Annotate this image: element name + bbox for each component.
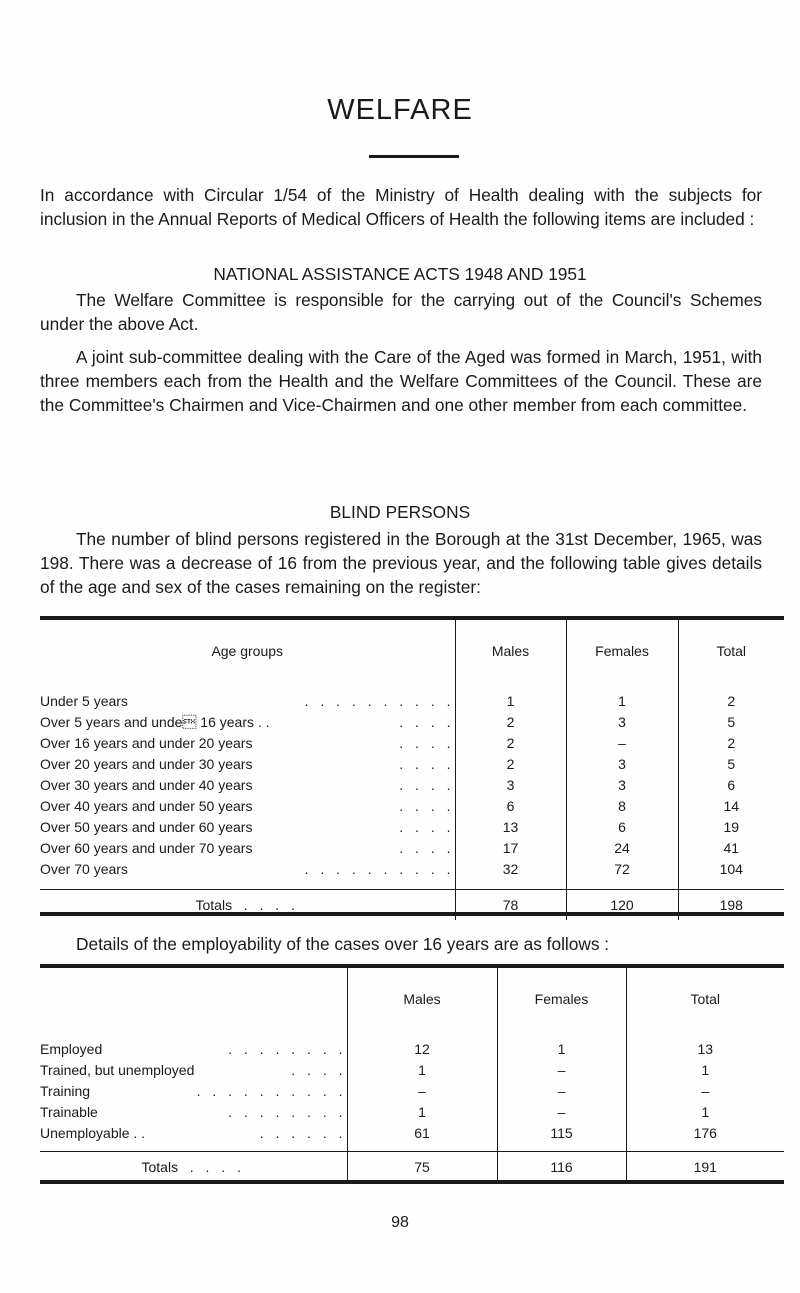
row-label: [40, 1059, 347, 1080]
row-label-text: Trainable: [40, 1103, 98, 1120]
row-label-text: Over 70 years: [40, 860, 128, 877]
females-cell: 3: [566, 774, 678, 795]
employability-header-row: [40, 968, 784, 1030]
row-leader: . . . .: [399, 839, 455, 856]
total-cell: 104: [678, 858, 784, 879]
row-label: [40, 732, 455, 753]
females-cell: 3: [566, 711, 678, 732]
total-cell: 1: [626, 1101, 784, 1122]
row-label: [40, 837, 455, 858]
males-cell: 1: [347, 1059, 497, 1080]
row-label: [40, 1080, 347, 1101]
table-row: [40, 732, 784, 753]
males-cell: 2: [455, 711, 566, 732]
row-label: [40, 753, 455, 774]
blank-header: [40, 968, 347, 1030]
females-total: 116: [497, 1151, 626, 1182]
totals-label-text: Totals: [195, 896, 233, 913]
males-cell: 1: [347, 1101, 497, 1122]
national-assistance-para-2-text: A joint sub-committee dealing with the Care of the Aged was formed in March, 1951, with three members each from the Health and the Welfare Committees of the Council. These are the Committee's Chairmen and Vice-Chairmen and one other member from each committee.: [40, 347, 762, 415]
females-cell: –: [566, 732, 678, 753]
females-cell: 3: [566, 753, 678, 774]
grand-total: 198: [678, 889, 784, 920]
national-assistance-para-1-text: The Welfare Committee is responsible for the carrying out of the Council's Schemes under the above Act.: [40, 290, 762, 334]
row-label-text: Under 5 years: [40, 692, 128, 709]
total-cell: 2: [678, 690, 784, 711]
national-assistance-heading: NATIONAL ASSISTANCE ACTS 1948 AND 1951: [213, 264, 587, 284]
table-row: [40, 753, 784, 774]
table-row: [40, 795, 784, 816]
row-label-text: Unemployable . .: [40, 1124, 146, 1141]
age-groups-header: Age groups: [211, 643, 284, 659]
row-label-text: Employed: [40, 1040, 103, 1057]
employability-intro-text: Details of the employability of the cases over 16 years are as follows :: [76, 934, 610, 954]
row-label: [40, 1122, 347, 1143]
age-table-header-row: [40, 620, 784, 682]
males-cell: 6: [455, 795, 566, 816]
table-row: [40, 816, 784, 837]
males-cell: 12: [347, 1038, 497, 1059]
blind-persons-paragraph-text: The number of blind persons registered in the Borough at the 31st December, 1965, was 198. There was a decrease of 16 from the previous year, and the following table gives details of the age and sex of the cases remaining on the register:: [40, 529, 762, 597]
females-cell: 1: [566, 690, 678, 711]
total-cell: 14: [678, 795, 784, 816]
males-cell: –: [347, 1080, 497, 1101]
total-cell: 13: [626, 1038, 784, 1059]
row-leader: . . . . . . . . . .: [304, 860, 455, 877]
intro-paragraph: In accordance with Circular 1/54 of the Ministry of Health dealing with the subjects for inclusion in the Annual Reports of Medical Officers of Health the following items are included :: [40, 185, 762, 229]
females-cell: 72: [566, 858, 678, 879]
table-row: [40, 1122, 784, 1143]
total-header: Total: [626, 968, 784, 1030]
males-cell: 61: [347, 1122, 497, 1143]
row-label: [40, 795, 455, 816]
males-cell: 32: [455, 858, 566, 879]
age-table-spacer-bottom: [40, 879, 784, 889]
employability-spacer-bottom: [40, 1143, 784, 1151]
total-header: Total: [678, 620, 784, 682]
males-total: 75: [347, 1151, 497, 1182]
females-header: Females: [566, 620, 678, 682]
employability-intro: [40, 932, 762, 956]
row-label-text: Over 16 years and under 20 years: [40, 734, 253, 751]
total-cell: 19: [678, 816, 784, 837]
row-leader: . . . . . . . .: [228, 1040, 347, 1057]
table-row: [40, 1059, 784, 1080]
total-cell: 41: [678, 837, 784, 858]
females-header: Females: [497, 968, 626, 1030]
row-label-text: Training: [40, 1082, 91, 1099]
totals-label-text: Totals: [141, 1158, 179, 1175]
total-cell: 5: [678, 753, 784, 774]
row-leader: . . . .: [399, 734, 455, 751]
males-cell: 2: [455, 753, 566, 774]
total-cell: 5: [678, 711, 784, 732]
row-label: [40, 690, 455, 711]
row-label-text: Over 40 years and under 50 years: [40, 797, 253, 814]
females-cell: –: [497, 1080, 626, 1101]
row-leader: . . . .: [291, 1061, 347, 1078]
row-leader: . . . .: [399, 776, 455, 793]
females-cell: –: [497, 1059, 626, 1080]
table-row: [40, 774, 784, 795]
row-label-text: Over 5 years and unde 16 years . .: [40, 713, 270, 730]
row-label-text: Over 50 years and under 60 years: [40, 818, 253, 835]
totals-leader: . . . .: [243, 896, 299, 913]
total-cell: –: [626, 1080, 784, 1101]
row-label: [40, 816, 455, 837]
row-label-text: Over 60 years and under 70 years: [40, 839, 253, 856]
table-row: [40, 690, 784, 711]
table-row: [40, 1101, 784, 1122]
row-leader: . . . .: [399, 755, 455, 772]
blind-persons-heading: BLIND PERSONS: [329, 502, 471, 522]
age-table-bottom-rule: [40, 912, 784, 916]
row-label: [40, 774, 455, 795]
page-title: WELFARE: [327, 94, 473, 126]
age-table-spacer: [40, 682, 784, 690]
females-total: 120: [566, 889, 678, 920]
row-label: [40, 1038, 347, 1059]
row-label: [40, 858, 455, 879]
table-row: [40, 1038, 784, 1059]
employability-table-bottom-rule: [40, 1180, 784, 1184]
row-label: [40, 1101, 347, 1122]
males-header: Males: [455, 620, 566, 682]
row-label-text: Over 30 years and under 40 years: [40, 776, 253, 793]
employability-spacer: [40, 1030, 784, 1038]
females-cell: 8: [566, 795, 678, 816]
males-cell: 3: [455, 774, 566, 795]
females-cell: 1: [497, 1038, 626, 1059]
employability-table: [40, 968, 784, 1182]
table-row: [40, 1080, 784, 1101]
females-cell: 115: [497, 1122, 626, 1143]
males-header: Males: [347, 968, 497, 1030]
males-cell: 13: [455, 816, 566, 837]
title-underline: [369, 155, 459, 158]
row-leader: . . . . . . . . . .: [196, 1082, 347, 1099]
national-assistance-para-2: [40, 345, 762, 417]
row-leader: . . . .: [399, 797, 455, 814]
table-row: [40, 711, 784, 732]
row-leader: . . . . . . . .: [228, 1103, 347, 1120]
totals-row: [40, 1151, 784, 1182]
males-total: 78: [455, 889, 566, 920]
row-label: [40, 711, 455, 732]
page-number: 98: [391, 1214, 409, 1231]
national-assistance-para-1: [40, 288, 762, 336]
females-cell: –: [497, 1101, 626, 1122]
males-cell: 2: [455, 732, 566, 753]
females-cell: 6: [566, 816, 678, 837]
total-cell: 176: [626, 1122, 784, 1143]
males-cell: 17: [455, 837, 566, 858]
table-row: [40, 858, 784, 879]
total-cell: 1: [626, 1059, 784, 1080]
total-cell: 2: [678, 732, 784, 753]
row-leader: . . . . . . . . . .: [304, 692, 455, 709]
females-cell: 24: [566, 837, 678, 858]
grand-total: 191: [626, 1151, 784, 1182]
row-leader: . . . . . .: [259, 1124, 347, 1141]
table-row: [40, 837, 784, 858]
row-leader: . . . .: [399, 818, 455, 835]
row-label-text: Trained, but unemployed: [40, 1061, 195, 1078]
total-cell: 6: [678, 774, 784, 795]
totals-label: [40, 1151, 347, 1182]
totals-leader: . . . .: [189, 1158, 245, 1175]
row-label-text: Over 20 years and under 30 years: [40, 755, 253, 772]
row-leader: . . . .: [399, 713, 455, 730]
age-groups-table: [40, 620, 784, 920]
males-cell: 1: [455, 690, 566, 711]
blind-persons-paragraph: [40, 527, 762, 599]
